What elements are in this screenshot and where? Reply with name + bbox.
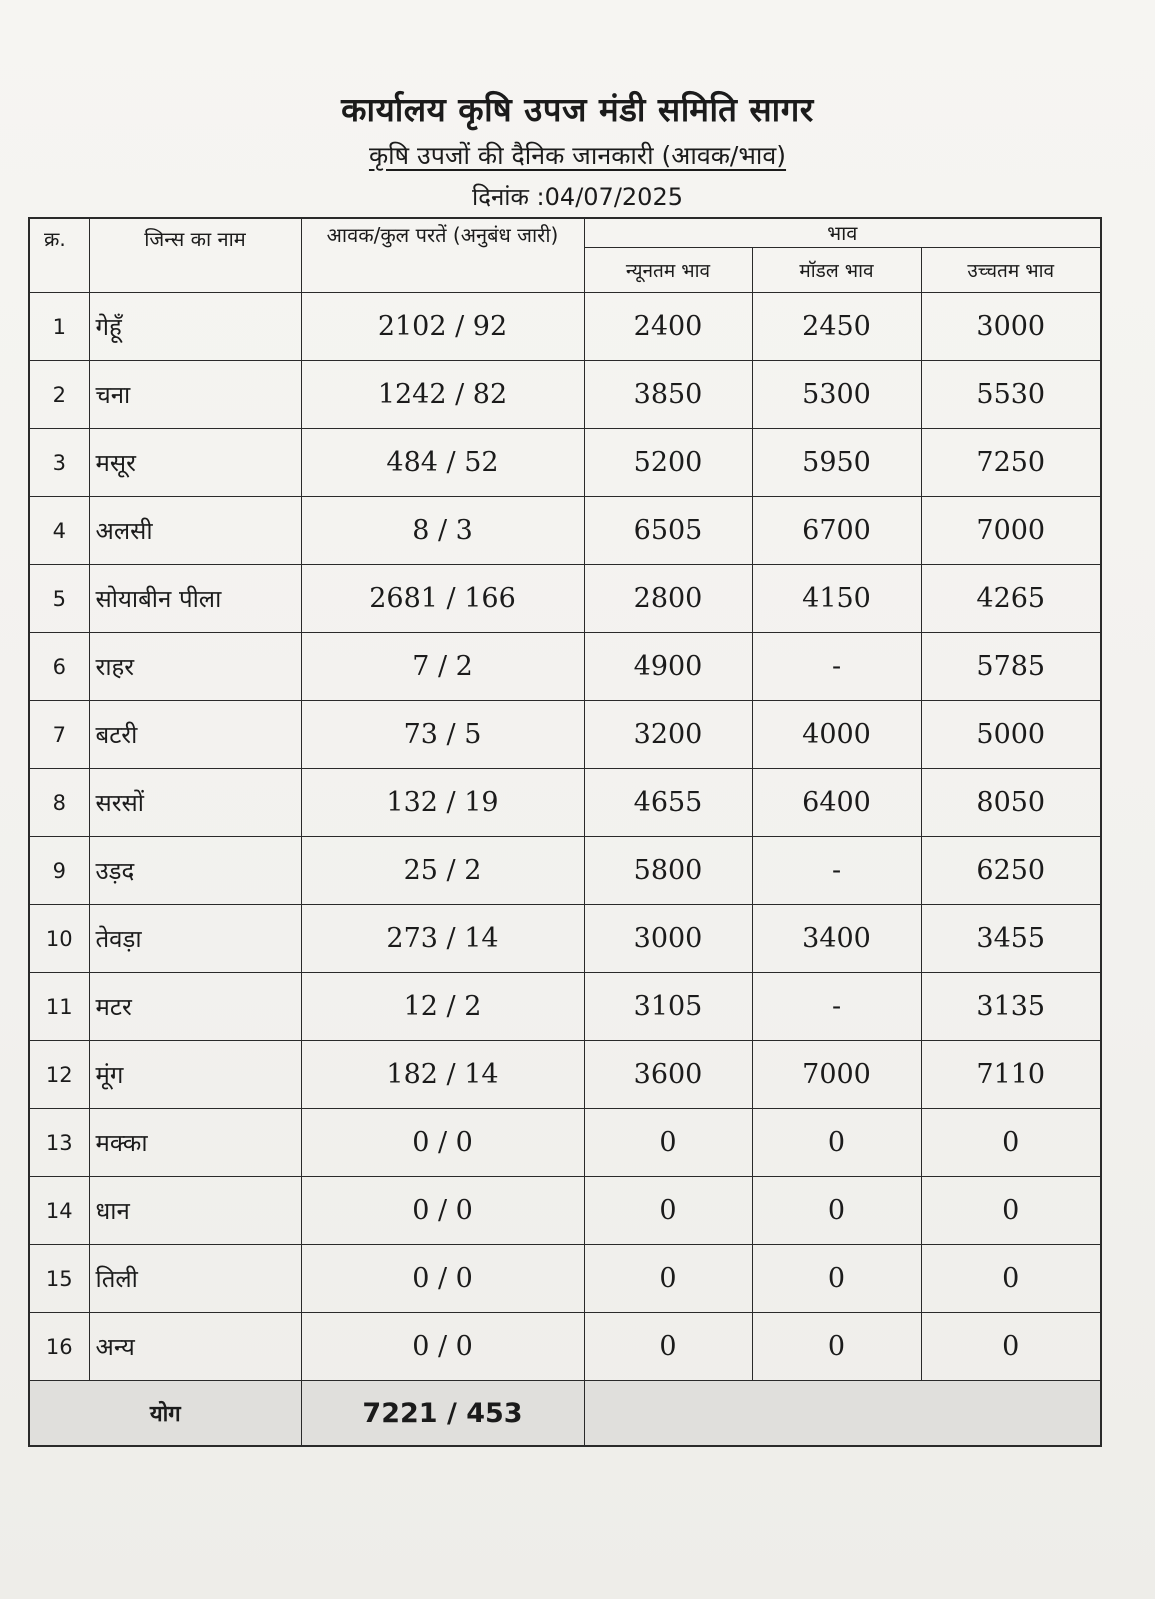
max-price: 3000 xyxy=(921,293,1101,361)
office-title: कार्यालय कृषि उपज मंडी समिति सागर xyxy=(341,90,814,129)
price-table xyxy=(28,217,1102,1447)
min-price: 3105 xyxy=(584,973,752,1041)
arrival-cell: 73 / 5 xyxy=(301,701,584,769)
date-line xyxy=(0,180,1155,213)
max-price: 0 xyxy=(921,1109,1101,1177)
min-price: 2400 xyxy=(584,293,752,361)
min-price: 4900 xyxy=(584,633,752,701)
modal-price: 6700 xyxy=(752,497,921,565)
modal-price: 6400 xyxy=(752,769,921,837)
commodity-name: तिली xyxy=(89,1245,301,1313)
modal-price: - xyxy=(752,973,921,1041)
max-price: 5000 xyxy=(921,701,1101,769)
commodity-name: चना xyxy=(89,361,301,429)
max-price: 6250 xyxy=(921,837,1101,905)
min-price: 6505 xyxy=(584,497,752,565)
max-price: 0 xyxy=(921,1177,1101,1245)
commodity-name: गेहूँ xyxy=(89,293,301,361)
max-price: 8050 xyxy=(921,769,1101,837)
min-price: 3200 xyxy=(584,701,752,769)
arrival-cell: 273 / 14 xyxy=(301,905,584,973)
modal-price: - xyxy=(752,633,921,701)
table-row xyxy=(29,1245,1101,1313)
sno-cell: 2 xyxy=(29,361,89,429)
table-row xyxy=(29,769,1101,837)
table-row xyxy=(29,837,1101,905)
table-row xyxy=(29,1109,1101,1177)
min-price: 0 xyxy=(584,1109,752,1177)
min-price: 0 xyxy=(584,1313,752,1381)
commodity-name: सरसों xyxy=(89,769,301,837)
sno-cell: 10 xyxy=(29,905,89,973)
table-row xyxy=(29,1313,1101,1381)
sno-cell: 8 xyxy=(29,769,89,837)
sno-cell: 16 xyxy=(29,1313,89,1381)
commodity-name: बटरी xyxy=(89,701,301,769)
max-price: 3455 xyxy=(921,905,1101,973)
col-header-bhav: भाव xyxy=(584,218,1101,248)
min-price: 2800 xyxy=(584,565,752,633)
arrival-cell: 25 / 2 xyxy=(301,837,584,905)
min-price: 3850 xyxy=(584,361,752,429)
arrival-cell: 7 / 2 xyxy=(301,633,584,701)
modal-price: 5300 xyxy=(752,361,921,429)
modal-price: 2450 xyxy=(752,293,921,361)
col-header-max: उच्चतम भाव xyxy=(921,248,1101,293)
col-header-min: न्यूनतम भाव xyxy=(584,248,752,293)
table-row xyxy=(29,701,1101,769)
arrival-cell: 8 / 3 xyxy=(301,497,584,565)
arrival-cell: 0 / 0 xyxy=(301,1313,584,1381)
arrival-cell: 0 / 0 xyxy=(301,1109,584,1177)
modal-price: 4000 xyxy=(752,701,921,769)
commodity-name: उड़द xyxy=(89,837,301,905)
sno-cell: 6 xyxy=(29,633,89,701)
sno-cell: 3 xyxy=(29,429,89,497)
table-row xyxy=(29,429,1101,497)
arrival-cell: 132 / 19 xyxy=(301,769,584,837)
arrival-cell: 484 / 52 xyxy=(301,429,584,497)
sno-cell: 4 xyxy=(29,497,89,565)
col-header-sno: क्र. xyxy=(29,218,89,293)
max-price: 7000 xyxy=(921,497,1101,565)
col-header-name: जिन्स का नाम xyxy=(89,218,301,293)
arrival-cell: 0 / 0 xyxy=(301,1245,584,1313)
max-price: 7250 xyxy=(921,429,1101,497)
report-subtitle: कृषि उपजों की दैनिक जानकारी (आवक/भाव) xyxy=(368,141,787,170)
commodity-name: मक्का xyxy=(89,1109,301,1177)
min-price: 4655 xyxy=(584,769,752,837)
col-header-arrival: आवक/कुल परतें (अनुबंध जारी) xyxy=(301,218,584,293)
total-arrival: 7221 / 453 xyxy=(301,1381,584,1447)
arrival-cell: 0 / 0 xyxy=(301,1177,584,1245)
commodity-name: राहर xyxy=(89,633,301,701)
table-body xyxy=(29,293,1101,1381)
table-row xyxy=(29,1041,1101,1109)
sno-cell: 7 xyxy=(29,701,89,769)
max-price: 4265 xyxy=(921,565,1101,633)
arrival-cell: 2102 / 92 xyxy=(301,293,584,361)
modal-price: 0 xyxy=(752,1109,921,1177)
table-row xyxy=(29,361,1101,429)
min-price: 3600 xyxy=(584,1041,752,1109)
commodity-name: मसूर xyxy=(89,429,301,497)
total-empty-cell xyxy=(584,1381,1101,1447)
sno-cell: 12 xyxy=(29,1041,89,1109)
modal-price: 3400 xyxy=(752,905,921,973)
table-footer xyxy=(29,1381,1101,1447)
min-price: 5800 xyxy=(584,837,752,905)
sno-cell: 14 xyxy=(29,1177,89,1245)
max-price: 5785 xyxy=(921,633,1101,701)
table-header xyxy=(29,218,1101,293)
max-price: 3135 xyxy=(921,973,1101,1041)
sno-cell: 11 xyxy=(29,973,89,1041)
total-row xyxy=(29,1381,1101,1447)
modal-price: - xyxy=(752,837,921,905)
commodity-name: सोयाबीन पीला xyxy=(89,565,301,633)
table-row xyxy=(29,973,1101,1041)
table-row xyxy=(29,905,1101,973)
commodity-name: मूंग xyxy=(89,1041,301,1109)
min-price: 0 xyxy=(584,1245,752,1313)
modal-price: 5950 xyxy=(752,429,921,497)
min-price: 3000 xyxy=(584,905,752,973)
sno-cell: 9 xyxy=(29,837,89,905)
sno-cell: 5 xyxy=(29,565,89,633)
modal-price: 0 xyxy=(752,1245,921,1313)
sno-cell: 1 xyxy=(29,293,89,361)
modal-price: 4150 xyxy=(752,565,921,633)
max-price: 0 xyxy=(921,1313,1101,1381)
arrival-cell: 182 / 14 xyxy=(301,1041,584,1109)
table-row xyxy=(29,633,1101,701)
modal-price: 7000 xyxy=(752,1041,921,1109)
total-label: योग xyxy=(29,1381,301,1447)
arrival-cell: 2681 / 166 xyxy=(301,565,584,633)
date-label: दिनांक : xyxy=(472,183,545,211)
commodity-name: तेवड़ा xyxy=(89,905,301,973)
commodity-name: अन्य xyxy=(89,1313,301,1381)
modal-price: 0 xyxy=(752,1313,921,1381)
table-row xyxy=(29,1177,1101,1245)
max-price: 5530 xyxy=(921,361,1101,429)
table-row xyxy=(29,497,1101,565)
arrival-cell: 1242 / 82 xyxy=(301,361,584,429)
max-price: 0 xyxy=(921,1245,1101,1313)
min-price: 0 xyxy=(584,1177,752,1245)
sno-cell: 15 xyxy=(29,1245,89,1313)
commodity-name: धान xyxy=(89,1177,301,1245)
report-date: 04/07/2025 xyxy=(544,183,683,211)
commodity-name: अलसी xyxy=(89,497,301,565)
arrival-cell: 12 / 2 xyxy=(301,973,584,1041)
col-header-modal: मॉडल भाव xyxy=(752,248,921,293)
table-row xyxy=(29,565,1101,633)
max-price: 7110 xyxy=(921,1041,1101,1109)
modal-price: 0 xyxy=(752,1177,921,1245)
min-price: 5200 xyxy=(584,429,752,497)
sno-cell: 13 xyxy=(29,1109,89,1177)
table-row xyxy=(29,293,1101,361)
commodity-name: मटर xyxy=(89,973,301,1041)
